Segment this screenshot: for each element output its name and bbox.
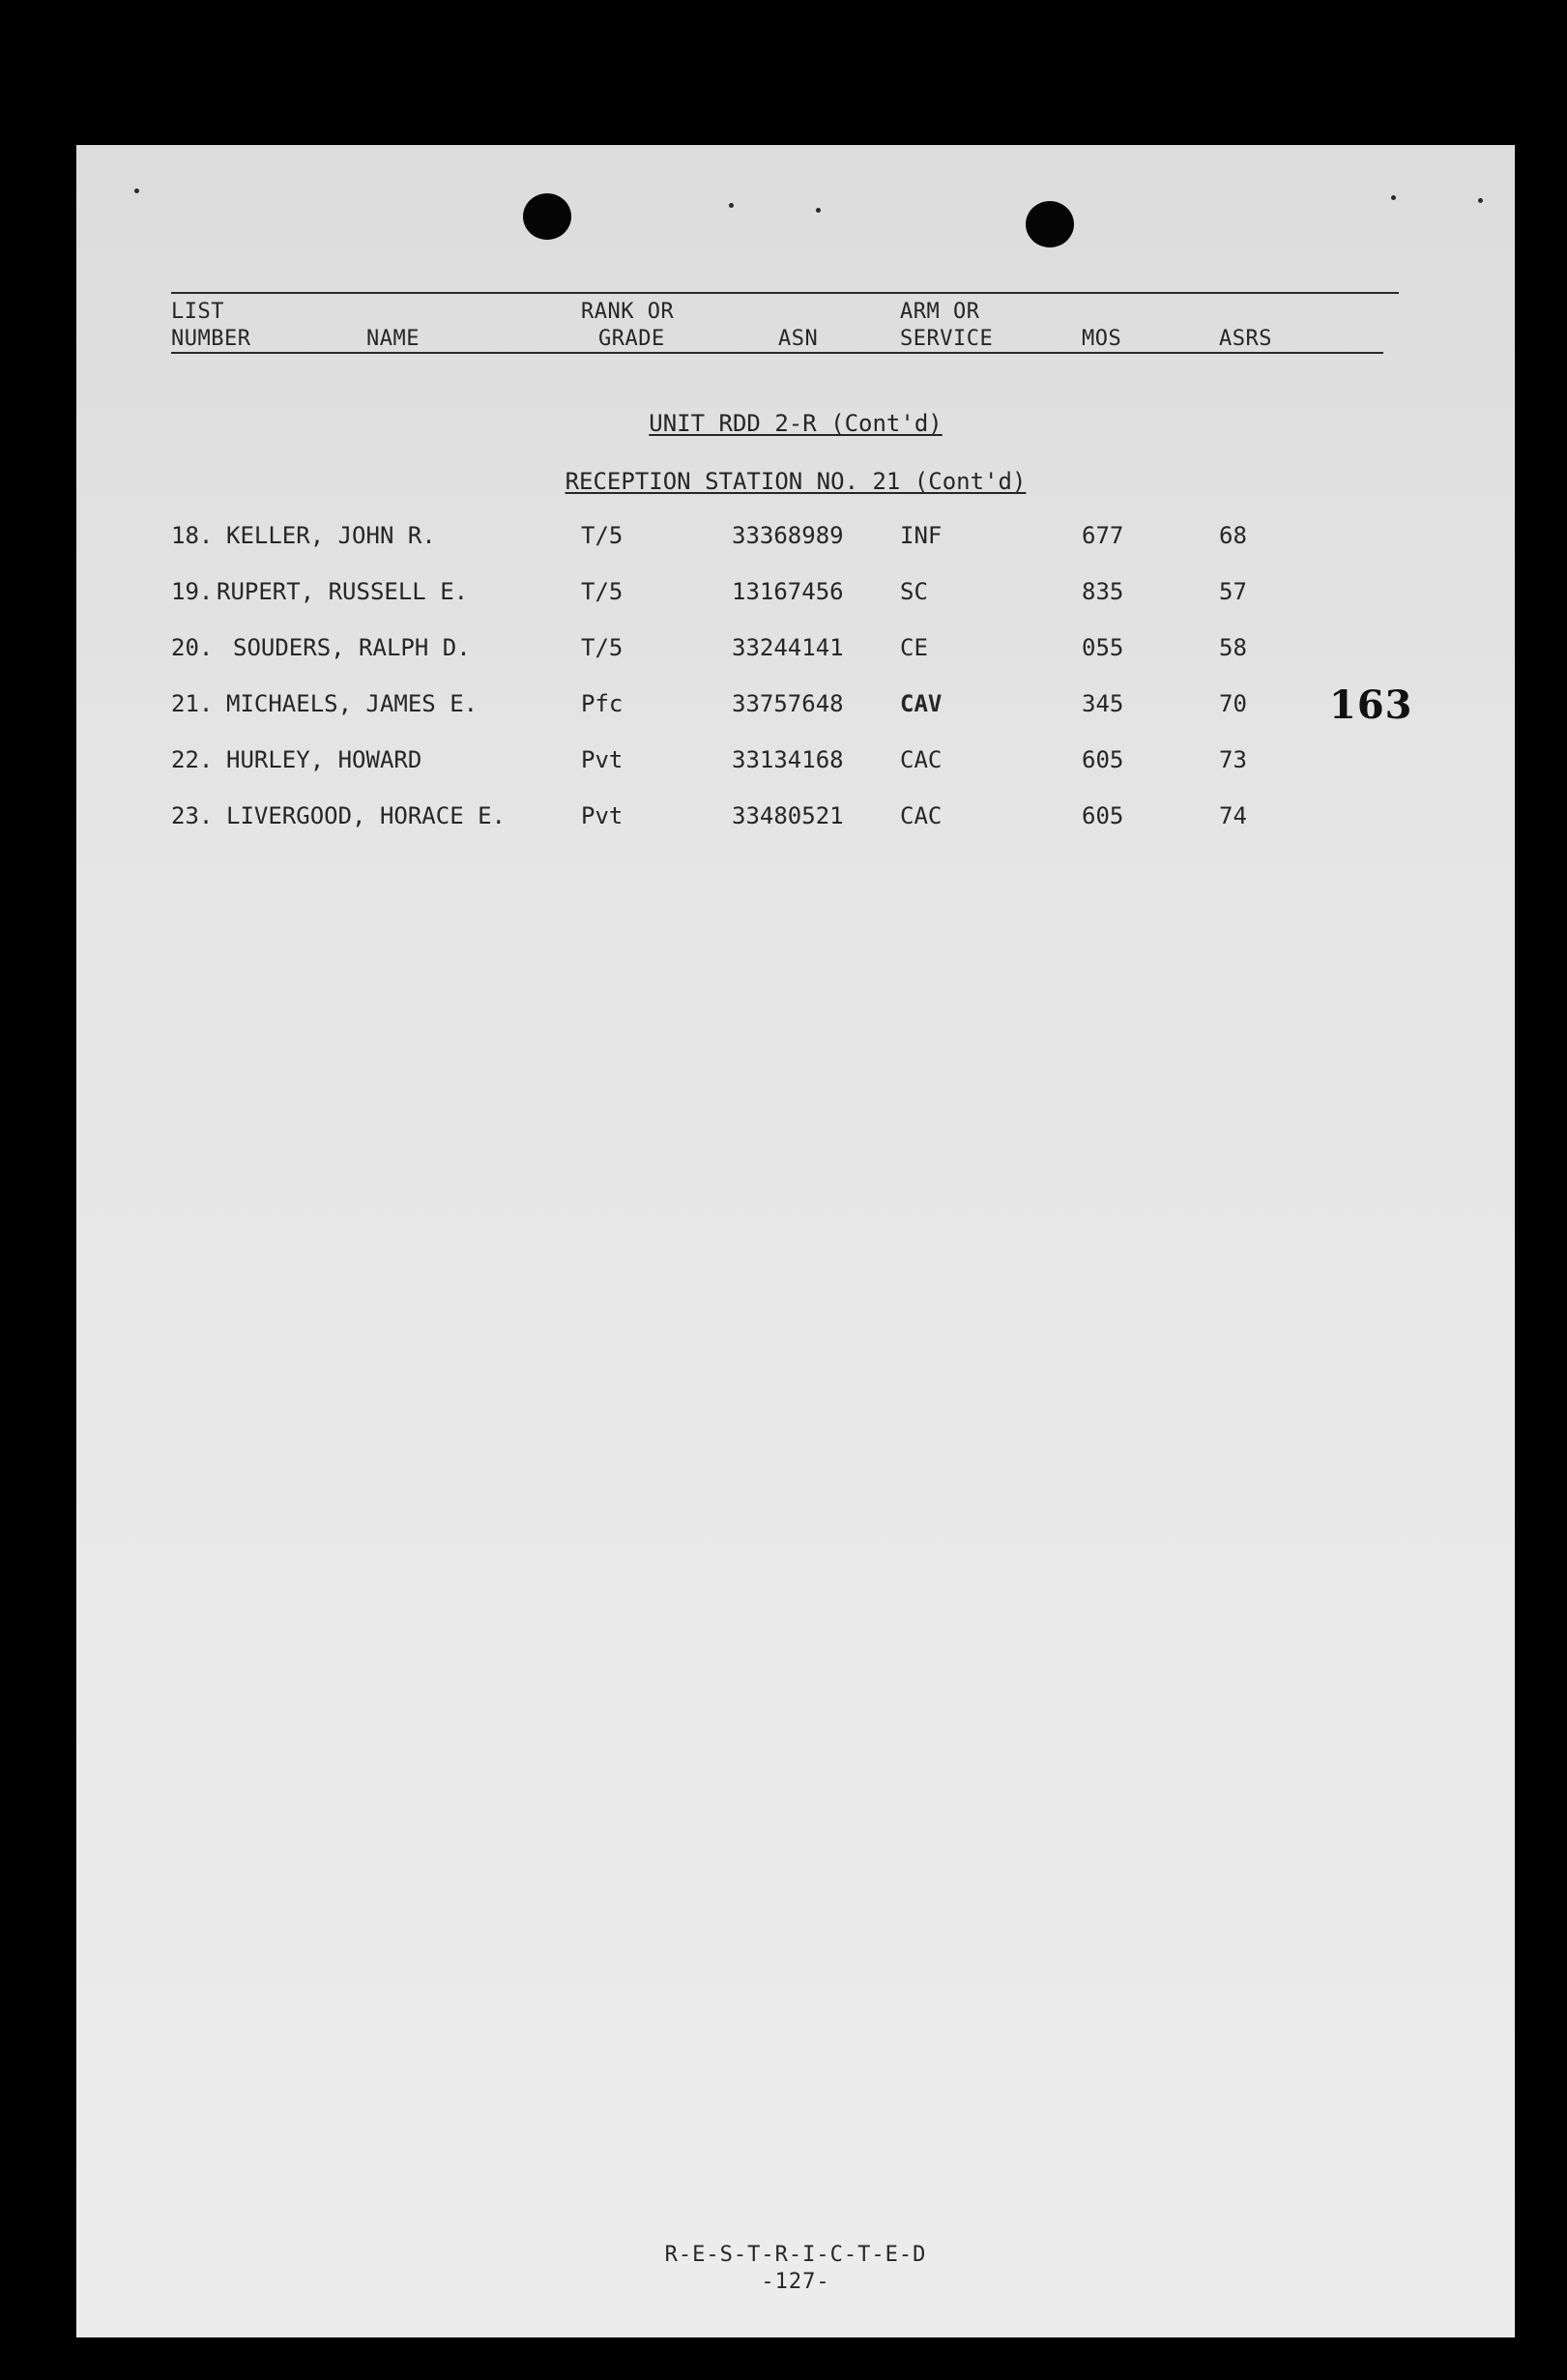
station-heading: RECEPTION STATION NO. 21 (Cont'd) [565,468,1027,495]
header-list: LIST [171,300,224,324]
soldier-name: RUPERT, RUSSELL E. [217,578,469,605]
asrs: 73 [1219,746,1247,773]
list-number: 19. [171,578,214,605]
header-mos: MOS [1082,327,1122,351]
header-top-rule [171,292,1399,294]
speck [816,208,821,213]
stamped-page-number: 163 [1329,682,1413,728]
asn: 33368989 [732,522,844,549]
asrs: 57 [1219,578,1247,605]
rank: Pvt [581,746,624,773]
rank: T/5 [581,522,624,549]
soldier-name: HURLEY, HOWARD [226,746,422,773]
mos: 605 [1082,746,1124,773]
asrs: 68 [1219,522,1247,549]
header-arm: ARM OR [900,300,980,324]
asn: 33757648 [732,690,844,717]
table-row [76,634,1515,669]
arm-service: CE [900,634,928,661]
mos: 835 [1082,578,1124,605]
arm-service: CAC [900,746,943,773]
header-asrs: ASRS [1219,327,1272,351]
header-asn: ASN [778,327,819,351]
punch-hole-left [523,193,571,240]
list-number: 20. [171,634,214,661]
asn: 33134168 [732,746,844,773]
list-number: 23. [171,802,214,829]
arm-service: CAC [900,802,943,829]
soldier-name: SOUDERS, RALPH D. [233,634,471,661]
soldier-name: LIVERGOOD, HORACE E. [226,802,506,829]
asn: 13167456 [732,578,844,605]
mos: 055 [1082,634,1124,661]
asrs: 58 [1219,634,1247,661]
list-number: 18. [171,522,214,549]
arm-service: CAV [900,690,943,717]
asn: 33480521 [732,802,844,829]
table-row [76,522,1515,557]
speck [1391,195,1396,200]
mos: 345 [1082,690,1124,717]
rank: Pfc [581,690,624,717]
mos: 677 [1082,522,1124,549]
soldier-name: KELLER, JOHN R. [226,522,436,549]
list-number: 22. [171,746,214,773]
asn: 33244141 [732,634,844,661]
table-row [76,802,1515,837]
document-page [76,145,1515,2337]
asrs: 74 [1219,802,1247,829]
arm-service: INF [900,522,943,549]
arm-service: SC [900,578,928,605]
header-service: SERVICE [900,327,994,351]
speck [729,203,734,208]
rank: T/5 [581,634,624,661]
header-grade: GRADE [598,327,665,351]
mos: 605 [1082,802,1124,829]
list-number: 21. [171,690,214,717]
rank: T/5 [581,578,624,605]
page-number: -127- [761,2270,830,2294]
header-number: NUMBER [171,327,251,351]
asrs: 70 [1219,690,1247,717]
speck [134,189,139,193]
speck [1478,198,1483,203]
punch-hole-right [1026,201,1074,247]
header-name: NAME [366,327,420,351]
header-bottom-rule [171,352,1383,354]
table-row [76,578,1515,613]
header-rank: RANK OR [581,300,675,324]
table-row [76,746,1515,781]
unit-heading: UNIT RDD 2-R (Cont'd) [649,410,943,437]
classification-footer: R-E-S-T-R-I-C-T-E-D [664,2243,927,2267]
soldier-name: MICHAELS, JAMES E. [226,690,479,717]
rank: Pvt [581,802,624,829]
table-row [76,690,1515,725]
